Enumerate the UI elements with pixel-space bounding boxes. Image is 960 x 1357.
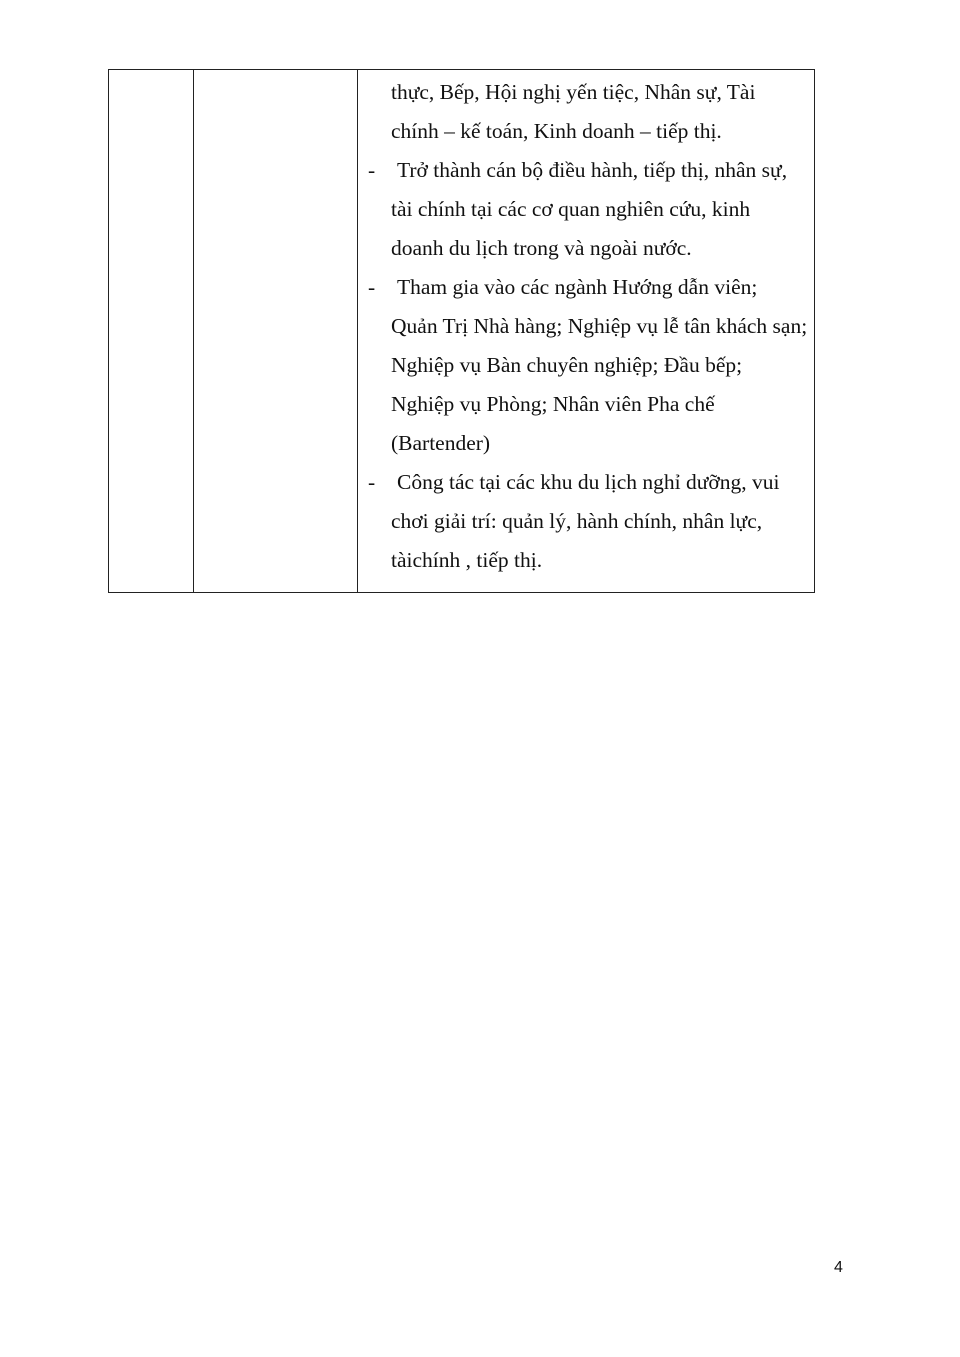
- table-cell-empty-1: [109, 70, 194, 592]
- list-item: [368, 151, 808, 268]
- list-item-text: Tham gia vào các ngành Hướng dẫn viên; Quản Trị Nhà hàng; Nghiệp vụ lễ tân khách sạn; Nghiệp vụ Bàn chuyên nghiệp; Đầu bếp; Nghiệp vụ Phòng; Nhân viên Pha chế (Bartender): [391, 275, 808, 455]
- table-cell-empty-2: [194, 70, 358, 592]
- dash-bullet-icon: -: [368, 470, 376, 494]
- continuation-paragraph: thực, Bếp, Hội nghị yến tiệc, Nhân sự, Tài chính – kế toán, Kinh doanh – tiếp thị.: [391, 80, 756, 143]
- table-cell-description: [358, 70, 814, 592]
- list-item: [368, 268, 808, 463]
- dash-bullet-icon: -: [368, 275, 376, 299]
- page-number: 4: [834, 1259, 843, 1276]
- list-item-text: Trở thành cán bộ điều hành, tiếp thị, nhân sự, tài chính tại các cơ quan nghiên cứu, kinh doanh du lịch trong và ngoài nước.: [391, 158, 788, 260]
- content-table: [108, 69, 815, 593]
- list-item-text: Công tác tại các khu du lịch nghỉ dưỡng, vui chơi giải trí: quản lý, hành chính, nhân lực, tàichính , tiếp thị.: [391, 470, 780, 572]
- dash-bullet-icon: -: [368, 158, 376, 182]
- list-item: [368, 463, 808, 580]
